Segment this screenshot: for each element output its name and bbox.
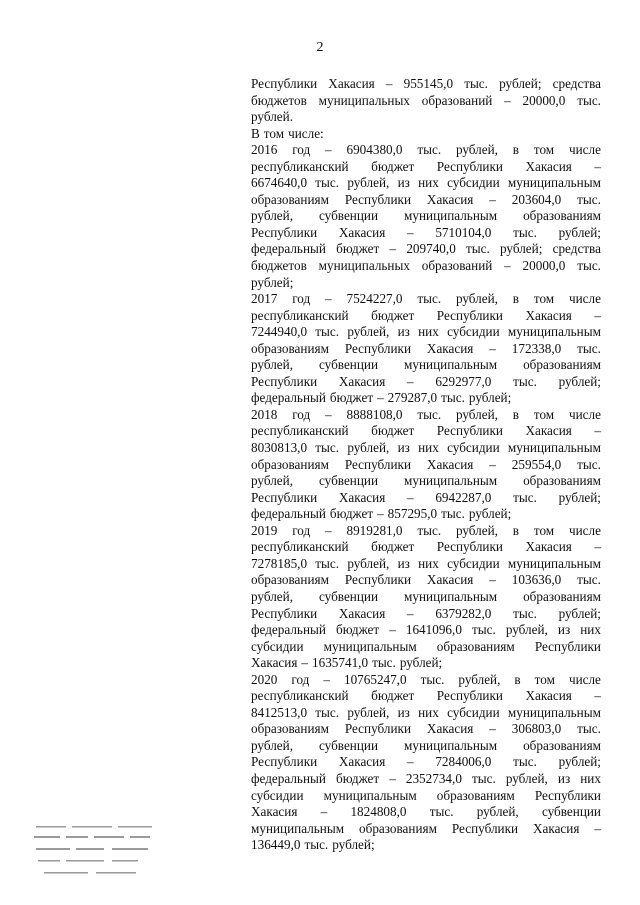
text-line: республиканский бюджет Республики Хакасия – [251,307,601,323]
text-line: рублей, субвенции муниципальным образованиям [251,737,601,753]
text-line: рублей; [251,274,294,290]
text-line: 8030813,0 тыс. рублей, из них субсидии муниципальным [251,440,601,456]
paragraph-intro [251,76,601,126]
text-line: федеральный бюджет – 1641096,0 тыс. рублей, из них [251,622,601,638]
paragraph-year-2019 [251,523,601,672]
text-line: бюджетов муниципальных образований – 20000,0 тыс. [251,258,601,274]
text-line: 2020 год – 10765247,0 тыс. рублей, в том числе [251,671,601,687]
document-body [251,76,601,854]
text-line: образованиям Республики Хакасия – 259554,0 тыс. [251,456,601,472]
page-number: 2 [316,40,324,55]
text-line: республиканский бюджет Республики Хакасия – [251,688,601,704]
text-line: республиканский бюджет Республики Хакасия – [251,158,601,174]
text-line: 8412513,0 тыс. рублей, из них субсидии муниципальным [251,704,601,720]
text-line: 2019 год – 8919281,0 тыс. рублей, в том числе [251,522,601,538]
paragraph-year-2018 [251,407,601,523]
text-line: рублей. [251,109,294,125]
text-line: Республики Хакасия – 955145,0 тыс. рублей; средства [251,76,601,91]
paragraph-year-2020 [251,672,601,854]
text-line: рублей, субвенции муниципальным образованиям [251,208,601,224]
text-line: Хакасия – 1824808,0 тыс. рублей, субвенции [251,804,601,820]
text-line: рублей, субвенции муниципальным образованиям [251,588,601,604]
text-line: федеральный бюджет – 279287,0 тыс. рублей; [251,390,512,406]
text-line: образованиям Республики Хакасия – 203604,0 тыс. [251,191,601,207]
text-line: республиканский бюджет Республики Хакасия – [251,423,601,439]
text-line: Республики Хакасия – 5710104,0 тыс. рублей; [251,224,601,240]
text-line: образованиям Республики Хакасия – 172338,0 тыс. [251,340,601,356]
registration-stamp [32,822,158,880]
text-line: рублей, субвенции муниципальным образованиям [251,357,601,373]
text-line: субсидии муниципальным образованиям Республики [251,638,601,654]
text-line: федеральный бюджет – 857295,0 тыс. рублей; [251,506,512,522]
text-line: республиканский бюджет Республики Хакасия – [251,539,601,555]
paragraph-v-tom-chisle [251,126,601,143]
text-line: 2016 год – 6904380,0 тыс. рублей, в том числе [251,142,601,158]
text-line: Республики Хакасия – 6379282,0 тыс. рублей; [251,605,601,621]
text-line: Хакасия – 1635741,0 тыс. рублей; [251,655,443,671]
text-line: Республики Хакасия – 7284006,0 тыс. рублей; [251,754,601,770]
text-line: рублей, субвенции муниципальным образованиям [251,473,601,489]
text-line: 2017 год – 7524227,0 тыс. рублей, в том числе [251,291,601,307]
text-line: субсидии муниципальным образованиям Республики [251,787,601,803]
text-line: Республики Хакасия – 6292977,0 тыс. рублей; [251,373,601,389]
paragraph-year-2017 [251,291,601,407]
text-line: образованиям Республики Хакасия – 103636,0 тыс. [251,572,601,588]
text-line: бюджетов муниципальных образований – 20000,0 тыс. [251,92,601,108]
paragraph-year-2016 [251,142,601,291]
text-line: В том числе: [251,125,324,141]
text-line: федеральный бюджет – 2352734,0 тыс. рублей, из них [251,770,601,786]
text-line: муниципальным образованиям Республики Хакасия – [251,820,601,836]
text-line: Республики Хакасия – 6942287,0 тыс. рублей; [251,489,601,505]
text-line: 7278185,0 тыс. рублей, из них субсидии муниципальным [251,555,601,571]
text-line: 7244940,0 тыс. рублей, из них субсидии муниципальным [251,324,601,340]
text-line: 6674640,0 тыс. рублей, из них субсидии муниципальным [251,175,601,191]
text-line: федеральный бюджет – 209740,0 тыс. рублей; средства [251,241,601,257]
text-line: 2018 год – 8888108,0 тыс. рублей, в том числе [251,406,601,422]
text-line: 136449,0 тыс. рублей; [251,837,375,853]
text-line: образованиям Республики Хакасия – 306803,0 тыс. [251,721,601,737]
